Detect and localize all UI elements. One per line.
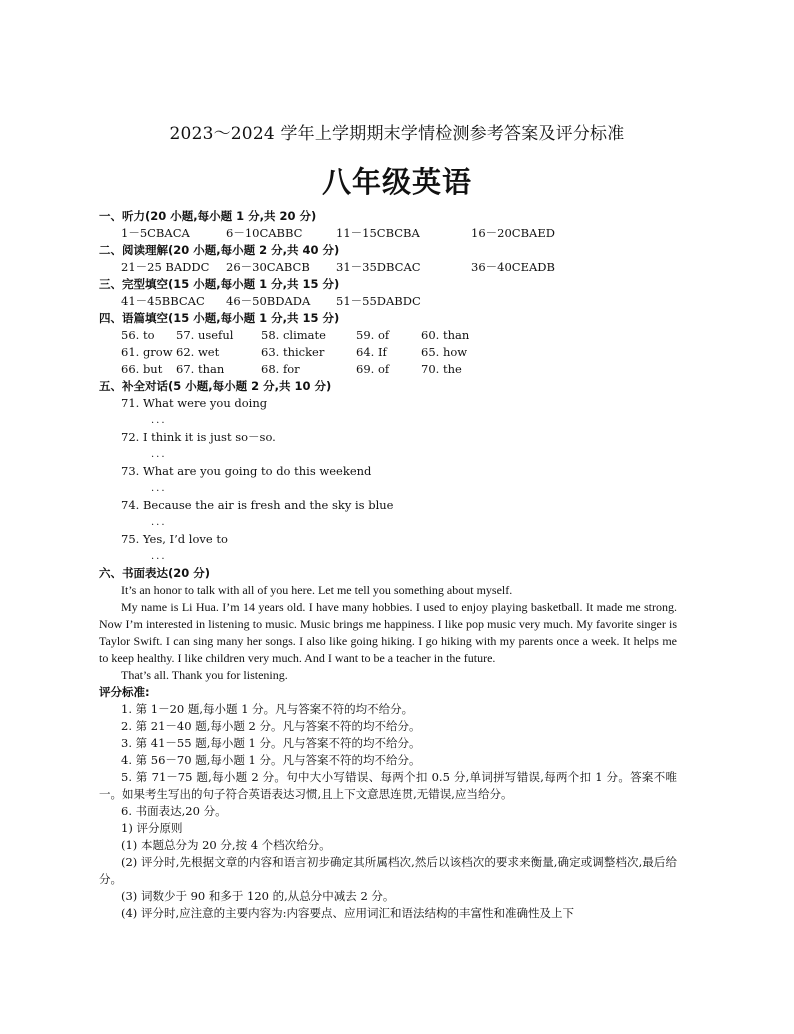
passage-fill-row	[99, 344, 677, 361]
document-body	[99, 208, 677, 922]
dialogue-answer: 72. I think it is just so－so.	[121, 430, 276, 444]
document-subtitle: 八年级英语	[321, 165, 472, 199]
criteria-item: 1) 评分原则	[121, 821, 183, 835]
answer-group: 46－50BDADA	[226, 294, 311, 308]
section-writing-heading: 六、书面表达(20 分)	[99, 566, 211, 580]
criteria-item: (4) 评分时,应注意的主要内容为:内容要点、应用词汇和语法结构的丰富性和准确性及上下	[121, 906, 574, 920]
section-reading-heading: 二、阅读理解(20 小题,每小题 2 分,共 40 分)	[99, 243, 340, 257]
passage-fill-row	[99, 361, 677, 378]
ellipsis: ...	[151, 551, 167, 562]
answer-group: 31－35DBCAC	[336, 260, 421, 274]
essay-paragraph: My name is Li Hua. I’m 14 years old. I have many hobbies. I used to enjoy playing basketball. It made me strong. Now I’m interested in listening to music. Music brings me happiness. I like pop music very much. My favorite singer is Taylor Swift. I can sing many her songs. I also like going hiking. I go hiking with my parents once a week. It helps me to keep healthy. I like children very much. And I want to be a teacher in the future.	[99, 600, 677, 665]
essay-paragraph: It’s an honor to talk with all of you here. Let me tell you something about myself.	[121, 583, 513, 597]
answer-item: 60. than	[421, 328, 470, 342]
dialogue-answer: 73. What are you going to do this weekend	[121, 464, 372, 478]
passage-fill-row	[99, 327, 677, 344]
dialogue-answer: 74. Because the air is fresh and the sky is blue	[121, 498, 394, 512]
dialogue-answer: 75. Yes, I’d love to	[121, 532, 228, 546]
answer-group: 21－25 BADDC	[121, 260, 210, 274]
dialogue-answer: 71. What were you doing	[121, 396, 268, 410]
answer-group: 36－40CEADB	[471, 260, 555, 274]
sample-essay	[99, 582, 677, 684]
section-passage-fill-heading: 四、语篇填空(15 小题,每小题 1 分,共 15 分)	[99, 311, 340, 325]
ellipsis: ...	[151, 517, 167, 528]
answer-group: 11－15CBCBA	[336, 226, 420, 240]
answer-item: 57. useful	[176, 328, 234, 342]
answer-group: 16－20CBAED	[471, 226, 555, 240]
ellipsis: ...	[151, 483, 167, 494]
reading-answers	[99, 259, 677, 276]
answer-item: 61. grow	[121, 345, 173, 359]
answer-item: 70. the	[421, 362, 462, 376]
criteria-item: (3) 词数少于 90 和多于 120 的,从总分中减去 2 分。	[121, 889, 395, 903]
criteria-item: 2. 第 21－40 题,每小题 2 分。凡与答案不符的均不给分。	[121, 719, 421, 733]
answer-group: 1－5CBACA	[121, 226, 190, 240]
listening-answers	[99, 225, 677, 242]
cloze-answers	[99, 293, 677, 310]
answer-item: 63. thicker	[261, 345, 325, 359]
criteria-item: 4. 第 56－70 题,每小题 1 分。凡与答案不符的均不给分。	[121, 753, 421, 767]
criteria-item: (1) 本题总分为 20 分,按 4 个档次给分。	[121, 838, 331, 852]
answer-item: 62. wet	[176, 345, 220, 359]
answer-item: 64. If	[356, 345, 387, 359]
criteria-item: 6. 书面表达,20 分。	[121, 804, 227, 818]
criteria-heading: 评分标准:	[99, 685, 150, 699]
answer-group: 51－55DABDC	[336, 294, 421, 308]
criteria-item: 5. 第 71－75 题,每小题 2 分。句中大小写错误、每两个扣 0.5 分,单词拼写错误,每两个扣 1 分。答案不唯一。如果考生写出的句子符合英语表达习惯,且上下文意思连贯,无错误,应当给分。	[99, 770, 677, 801]
criteria-item: (2) 评分时,先根据文章的内容和语言初步确定其所属档次,然后以该档次的要求来衡量,确定或调整档次,最后给分。	[99, 855, 677, 886]
answer-group: 6－10CABBC	[226, 226, 303, 240]
section-listening-heading: 一、听力(20 小题,每小题 1 分,共 20 分)	[99, 209, 317, 223]
answer-item: 59. of	[356, 328, 390, 342]
answer-item: 58. climate	[261, 328, 326, 342]
ellipsis: ...	[151, 415, 167, 426]
answer-item: 56. to	[121, 328, 155, 342]
section-dialogue-heading: 五、补全对话(5 小题,每小题 2 分,共 10 分)	[99, 379, 332, 393]
answer-item: 67. than	[176, 362, 225, 376]
answer-item: 66. but	[121, 362, 163, 376]
document-title: 2023～2024 学年上学期期末学情检测参考答案及评分标准	[169, 124, 625, 144]
essay-paragraph: That’s all. Thank you for listening.	[121, 668, 288, 682]
criteria-item: 3. 第 41－55 题,每小题 1 分。凡与答案不符的均不给分。	[121, 736, 421, 750]
criteria-item: 1. 第 1－20 题,每小题 1 分。凡与答案不符的均不给分。	[121, 702, 414, 716]
ellipsis: ...	[151, 449, 167, 460]
answer-item: 68. for	[261, 362, 300, 376]
answer-group: 26－30CABCB	[226, 260, 310, 274]
answer-item: 69. of	[356, 362, 390, 376]
answer-group: 41－45BBCAC	[121, 294, 205, 308]
section-cloze-heading: 三、完型填空(15 小题,每小题 1 分,共 15 分)	[99, 277, 340, 291]
answer-item: 65. how	[421, 345, 468, 359]
